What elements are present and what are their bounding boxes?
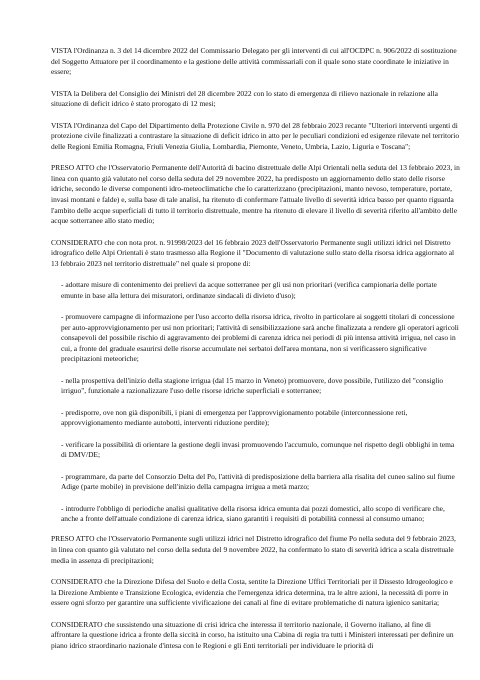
paragraph-considerato-difesa-suolo: CONSIDERATO che la Direzione Difesa del Suolo e della Costa, sentite la Direzione Uffici Territoriali per il Dissesto Idrogeologico e la Direzione Ambiente e Transizione Ecologica, evidenzia che l'emergenza idrica determina, tra le altre azioni, la necessità di porre in essere ogni sforzo per garantire una sufficiente vivificazione dei canali al fine di evitare problematiche di natura igienico sanitaria; — [51, 576, 453, 608]
paragraph-vista-ordinanza-970: VISTA l'Ordinanza del Capo del Dipartimento della Protezione Civile n. 970 del 28 febbraio 2023 recante "Ulteriori interventi urgenti di protezione civile finalizzati a contrastare la situazione di deficit idrico in atto per le peculiari condizioni ed esigenze rilevate nel territorio delle Regioni Emilia Romagna, Friuli Venezia Giulia, Lombardia, Piemonte, Veneto, Umbria, Lazio, Liguria e Toscana"; — [51, 120, 460, 151]
bullet-item: - verificare la possibilità di orientare la gestione degli invasi promuovendo l'accumulo, comunque nel rispetto degli obblighi in tema di DMV/DE; — [61, 439, 455, 460]
bullet-item: - adottare misure di contenimento dei prelievi da acque sotterranee per gli usi non prioritari (verifica campionaria delle portate emunte in base alla lettura dei misuratori, ordinanze sindacali di divieto d'uso); — [61, 280, 437, 300]
paragraph-vista-delibera: VISTA la Delibera del Consiglio dei Ministri del 28 dicembre 2022 con lo stato di emergenza di rilievo nazionale in relazione alla situazione di deficit idrico è stato prorogato di 12 mesi; — [51, 88, 438, 109]
paragraph-preso-atto-alpi-orientali: PRESO ATTO che l'Osservatorio Permanente dell'Autorità di bacino distrettuale delle Alpi Orientali nella seduta del 13 febbraio 2023, in linea con quanto già valutato nel corso della seduta del 29 novembre 2022, ha predisposto un aggiornamento dello stato delle risorse idriche, secondo le diverse componenti idro-meteoclimatiche che lo caratterizzano (precipitazioni, manto nevoso, temperature, portate, invasi montani e falde) e, sulla base di tale analisi, ha ritenuto di confermare l'attuale livello di severità idrica basso per quanto riguarda l'ambito delle acque superficiali di tutto il territorio distrettuale, mentre ha ritenuto di elevare il livello di severità riferito all'ambito delle acque sotterranee allo stato medio; — [51, 163, 460, 226]
paragraph-considerato-nota: CONSIDERATO che con nota prot. n. 91998/2023 del 16 febbraio 2023 dell'Osservatorio Permanente sugli utilizzi idrici nel Distretto idrografico delle Alpi Orientali è stato trasmesso alla Regione il "Documento di valutazione sullo stato della risorsa idrica aggiornato al 13 febbraio 2023 nel territorio distrettuale" nel quale si propone di: — [51, 237, 455, 268]
paragraph-vista-ordinanza-3: VISTA l'Ordinanza n. 3 del 14 dicembre 2022 del Commissario Delegato per gli interventi di cui all'OCDPC n. 906/2022 di sostituzione del Soggetto Attuatore per il coordinamento e la gestione delle attività commissariali con il quale sono state coordinate le iniziative in essere; — [51, 46, 457, 77]
bullet-item: - programmare, da parte del Consorzio Delta del Po, l'attività di predisposizione della barriera alla risalita del cuneo salino sul fiume Adige (parte mobile) in previsione dell'inizio della campagna irrigua a metà marzo; — [61, 471, 455, 492]
bullet-item: - predisporre, ove non già disponibili, i piani di emergenza per l'approvvigionamento potabile (interconnessione reti, approvvigionamento mediante autobotti, interventi riduzione perdite); — [61, 407, 408, 428]
bullet-item: - promuovere campagne di informazione per l'uso accorto della risorsa idrica, rivolto in particolare ai soggetti titolari di concessione per auto-approvvigionamento per usi non prioritari; l'attività di sensibilizzazione sarà anche finalizzata a rendere gli operatori agricoli consapevoli del possibile rischio di aggravamento dei problemi di carenza idrica nei periodi di più intensa attività irrigua, nel caso in cui, a fronte del graduale esaurirsi delle risorse accumulate nei serbatoi dell'area montana, non si verificassero significative precipitazioni meteoriche; — [61, 312, 459, 364]
bullet-item: - nella prospettiva dell'inizio della stagione irrigua (dal 15 marzo in Veneto) promuovere, dove possibile, l'utilizzo del "consiglio irriguo", funzionale a razionalizzare l'uso delle risorse idriche superficiali e sotterranee; — [61, 375, 444, 396]
bullet-item: - introdurre l'obbligo di periodiche analisi qualitative della risorsa idrica emunta dai pozzi domestici, allo scopo di verificare che, anche a fronte dell'attuale condizione di carenza idrica, siano garantiti i requisiti di potabilità connessi al consumo umano; — [61, 503, 445, 524]
paragraph-considerato-crisi-idrica: CONSIDERATO che sussistendo una situazione di crisi idrica che interessa il territorio nazionale, il Governo italiano, al fine di affrontare la questione idrica a fronte della siccità in corso, ha istituito una Cabina di regia tra tutti i Ministeri interessati per definire un piano idrico straordinario nazionale d'intesa con le Regioni e gli Enti territoriali per individuare le priorità di — [51, 619, 454, 650]
paragraph-preso-atto-po: PRESO ATTO che l'Osservatorio Permanente sugli utilizzi idrici nel Distretto idrografico del fiume Po nella seduta del 9 febbraio 2023, in linea con quanto già valutato nel corso della seduta del 9 novembre 2022, ha confermato lo stato di severità idrica a scala distrettuale media in assenza di precipitazioni; — [51, 534, 456, 565]
